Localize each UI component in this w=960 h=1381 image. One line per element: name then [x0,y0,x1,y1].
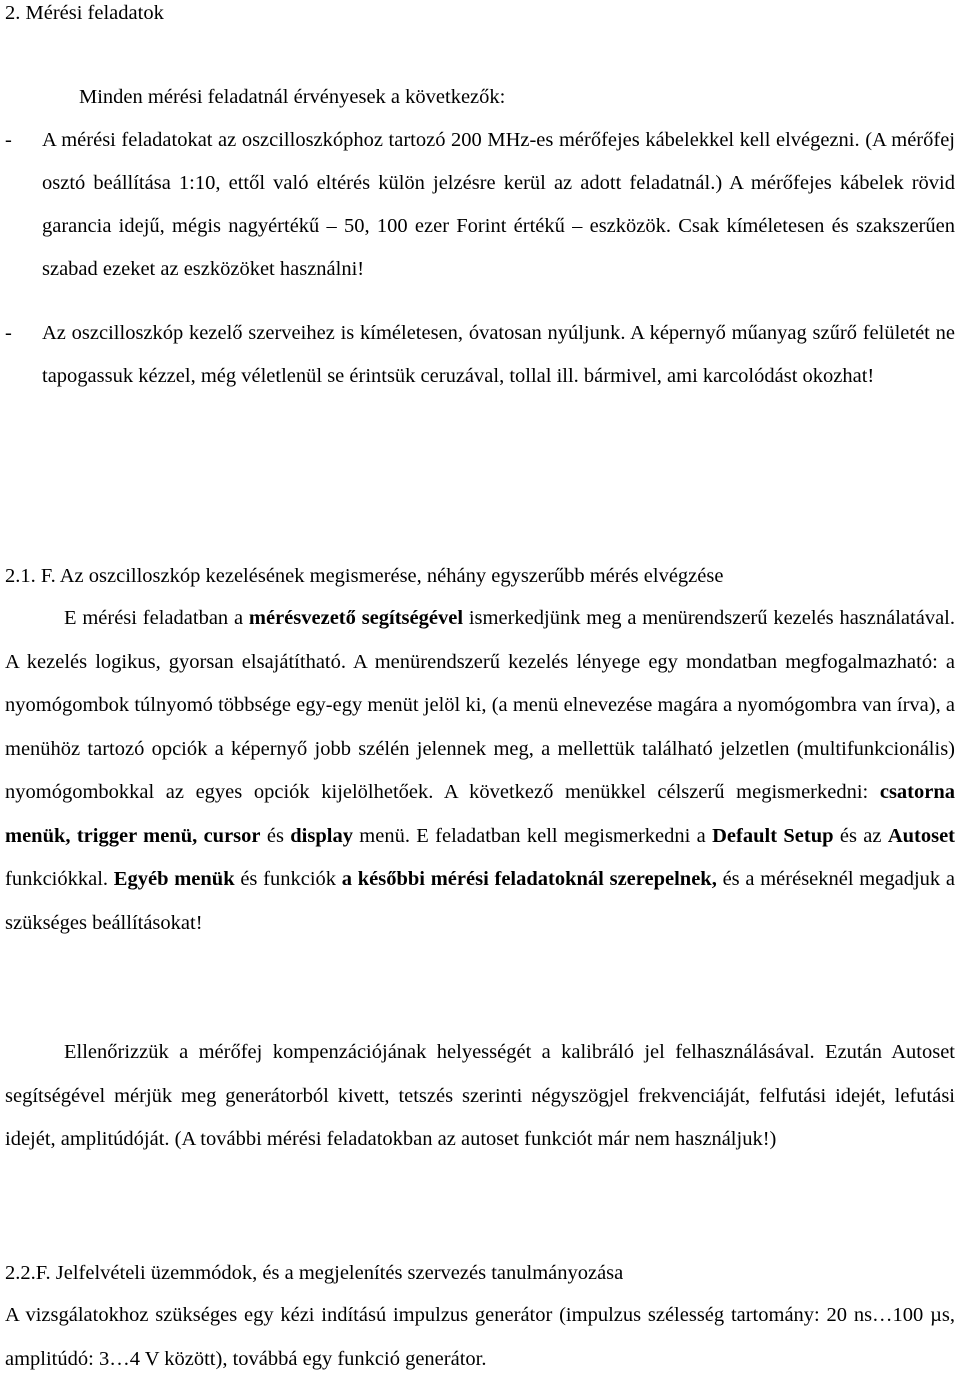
text-run: és az [833,824,888,847]
bold-run: display [290,824,353,847]
bold-run: csatorna menük, trigger menü, cursor [5,781,955,847]
bold-run: mérésvezető segítségével [248,607,464,629]
bullet-dash: - [5,129,12,151]
task-2-heading: 2.2.F. Jelfelvételi üzemmódok, és a megjelenítés szervezés tanulmányozása [5,1262,624,1284]
bold-run: Egyéb menük [113,868,235,890]
intro-line: Minden mérési feladatnál érvényesek a következők: [79,86,506,108]
task-1-paragraph-2: Ellenőrizzük a mérőfej kompenzációjának helyességét a kalibráló jel felhasználásával. Ezután Autoset segítségével mérjük meg generátorból kivett, tetszés szerinti négyszögjel frekvenciáját, felfutási idejét, lefutási idejét, amplitúdóját. (A további mérési feladatokban az autoset funkciót már nem használjuk!) [5,1041,955,1150]
bold-run: Autoset [887,824,955,847]
bullet-text: A mérési feladatokat az oszcilloszkóphoz tartozó 200 MHz-es mérőfejes kábelekkel kell elvégezni. (A mérőfej osztó beállítása 1:10, ettől való eltérés külön jelzésre kerül az adott feladatnál.) A mérőfejes kábelek rövid garancia idejű, mégis nagyértékű – 50, 100 ezer Forint értékű – eszközök. Csak kíméletesen és szakszerűen szabad ezeket az eszközöket használni! [42,129,955,280]
section-heading: 2. Mérési feladatok [5,2,164,24]
task-2-paragraph: A vizsgálatokhoz szükséges egy kézi indítású impulzus generátor (impulzus szélesség tartomány: 20 ns…100 µs, amplitúdó: 3…4 V között), továbbá egy funkció generátor. [5,1304,955,1370]
text-run: és funkciók [234,868,342,890]
bullet-text: Az oszcilloszkóp kezelő szerveihez is kíméletesen, óvatosan nyúljunk. A képernyő műanyag szűrő felületét ne tapogassuk kézzel, még véletlenül se érintsük ceruzával, tollal ill. bármivel, ami karcolódást okozhat! [42,322,955,387]
task-1-heading: 2.1. F. Az oszcilloszkóp kezelésének megismerése, néhány egyszerűbb mérés elvégzése [5,565,724,587]
text-run: funkciókkal. [5,868,114,890]
bullet-item-1 [5,119,955,291]
bold-run: Default Setup [712,824,834,847]
bullet-item-2 [5,312,955,398]
task-1-paragraph-1 [5,597,955,945]
bold-run: a későbbi mérési feladatoknál szerepelnek, [341,868,717,890]
text-run: és a méréseknél megadjuk a szükséges beállításokat! [5,868,955,934]
text-run: menü. E feladatban kell megismerkedni a [352,824,713,847]
text-run: E mérési feladatban a [64,607,249,629]
text-run: ismerkedjünk meg a menürendszerű kezelés használatával. A kezelés logikus, gyorsan elsajátítható. A menürendszerű kezelés lényege egy mondatban megfogalmazható: a nyomógombok túlnyomó többsége egy-egy menüt jelöl ki, (a menü elnevezése magára a nyomógombra van írva), a menühöz tartozó opciók a képernyő jobb szélén jelennek meg, a mellettük található jelzetlen (multifunkcionális) nyomógombokkal az egyes opciók kijelölhetőek. A következő menükkel célszerű megismerkedni: [5,607,955,803]
text-run: és [260,824,291,847]
bullet-dash: - [5,322,12,344]
